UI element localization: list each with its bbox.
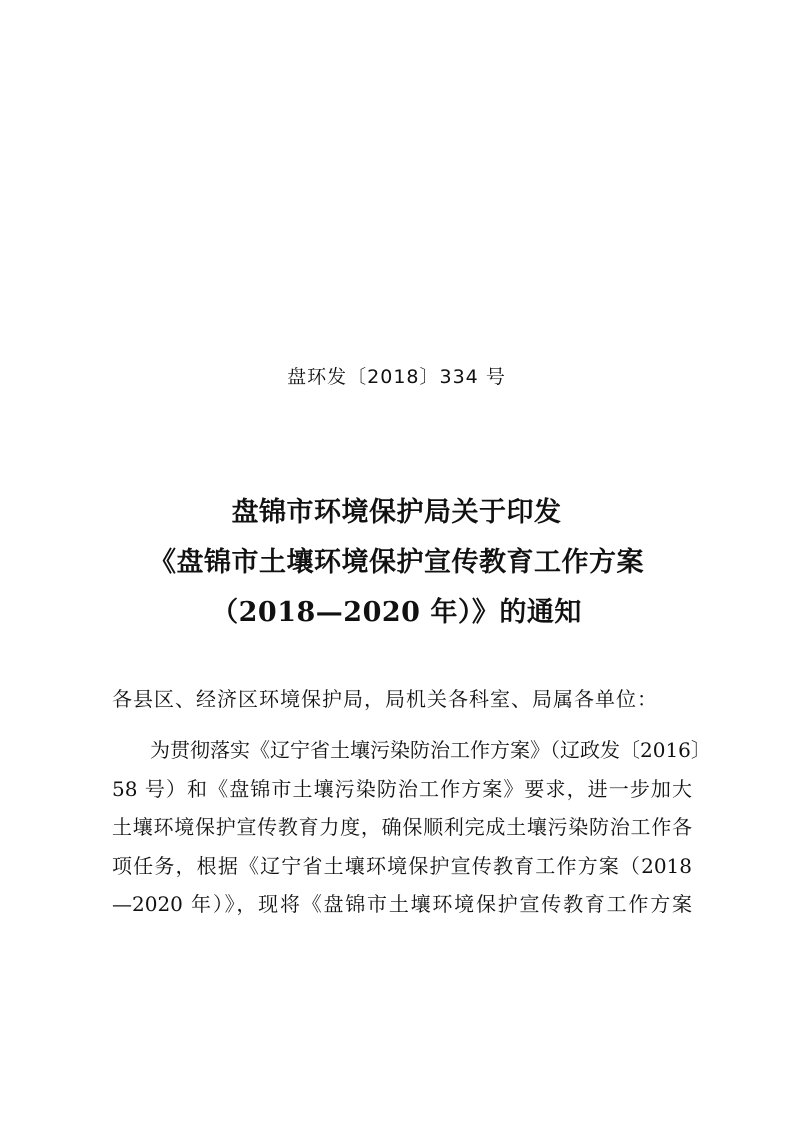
document-title (0, 488, 793, 638)
body-line: —2020 年）》，现将《盘锦市土壤环境保护宣传教育工作方案 (112, 892, 692, 916)
body-line: 58 号）和《盘锦市土壤污染防治工作方案》要求，进一步加大 (112, 776, 692, 801)
title-line: 《盘锦市土壤环境保护宣传教育工作方案 (149, 547, 644, 578)
document-number: 盘环发〔2018〕334 号 (287, 366, 506, 388)
body-line: 为贯彻落实《辽宁省土壤污染防治工作方案》（辽政发〔2016〕 (150, 738, 711, 762)
title-line: 盘锦市环境保护局关于印发 (231, 497, 562, 528)
title-line: （2018—2020 年）》的通知 (211, 597, 582, 628)
body-paragraph (112, 731, 711, 924)
salutation: 各县区、经济区环境保护局，局机关各科室、局属各单位： (112, 687, 658, 711)
body-line: 项任务，根据《辽宁省土壤环境保护宣传教育工作方案（2018 (112, 853, 692, 878)
body-line: 土壤环境保护宣传教育力度，确保顺利完成土壤污染防治工作各 (112, 815, 692, 839)
